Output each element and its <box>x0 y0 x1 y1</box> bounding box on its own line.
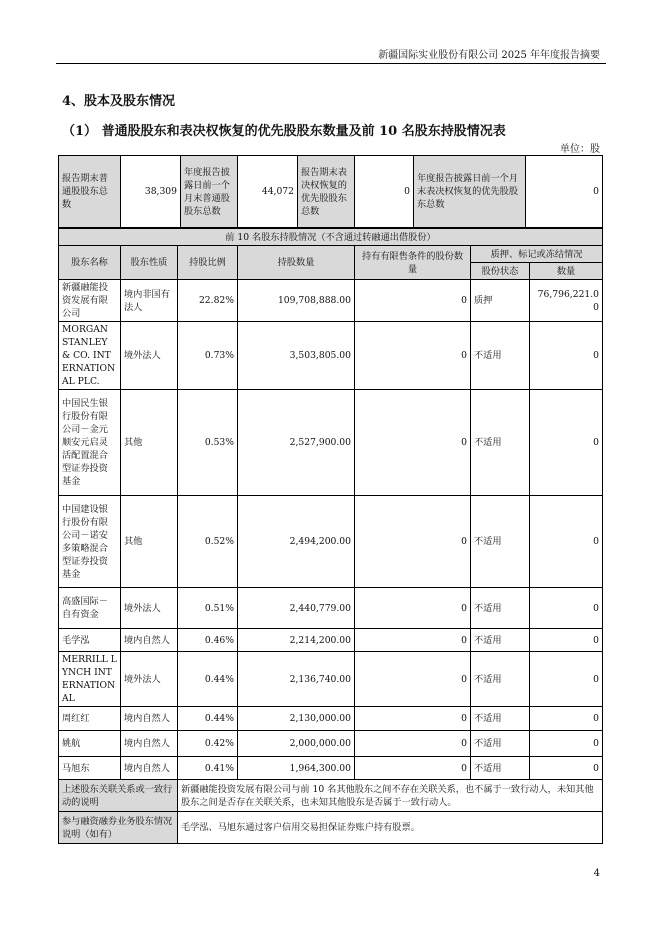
holding-ratio: 0.41% <box>178 757 238 780</box>
header-name: 股东名称 <box>59 246 121 280</box>
header-count: 持股数量 <box>238 246 355 280</box>
holding-ratio: 0.42% <box>178 731 238 757</box>
shareholder-name: 姚航 <box>59 731 121 757</box>
page-header: 新疆国际实业股份有限公司 2025 年年度报告摘要 <box>378 50 600 61</box>
table-row <box>59 588 603 629</box>
summary-value-3: 0 <box>355 156 414 228</box>
holding-ratio: 0.44% <box>178 707 238 731</box>
shareholder-name: 中国建设银行股份有限公司－诺安多策略混合型证券投资基金 <box>59 496 121 588</box>
page-number: 4 <box>593 868 600 879</box>
summary-value-2: 44,072 <box>238 156 298 228</box>
holding-count: 2,130,000.00 <box>238 707 355 731</box>
shareholder-nature: 境内自然人 <box>121 707 178 731</box>
pledge-status: 不适用 <box>471 322 530 390</box>
shareholder-nature: 境内非国有法人 <box>121 280 178 322</box>
restricted-shares: 0 <box>355 496 471 588</box>
holding-count: 3,503,805.00 <box>238 322 355 390</box>
header-pledge-count: 数量 <box>530 263 603 280</box>
pledge-status: 不适用 <box>471 629 530 652</box>
shareholder-name: 周红红 <box>59 707 121 731</box>
holding-count: 2,527,900.00 <box>238 390 355 496</box>
shareholder-nature: 其他 <box>121 390 178 496</box>
unit-label: 单位：股 <box>560 144 600 155</box>
relation-note-label: 上述股东关联关系或一致行动的说明 <box>59 780 178 812</box>
holding-ratio: 22.82% <box>178 280 238 322</box>
shareholder-nature: 其他 <box>121 496 178 588</box>
header-restricted: 持有有限售条件的股份数量 <box>355 246 471 280</box>
restricted-shares: 0 <box>355 322 471 390</box>
shareholder-name: 高盛国际－自有资金 <box>59 588 121 629</box>
pledge-status: 不适用 <box>471 496 530 588</box>
holding-count: 2,000,000.00 <box>238 731 355 757</box>
pledge-count: 0 <box>530 707 603 731</box>
table-row <box>59 322 603 390</box>
restricted-shares: 0 <box>355 629 471 652</box>
margin-note-text: 毛学泓、马旭东通过客户信用交易担保证券账户持有股票。 <box>178 812 603 844</box>
restricted-shares: 0 <box>355 731 471 757</box>
pledge-count: 0 <box>530 731 603 757</box>
shareholder-nature: 境外法人 <box>121 322 178 390</box>
section-title: 4、股本及股东情况 <box>62 94 176 109</box>
table-caption: 前 10 名股东持股情况（不含通过转融通出借股份） <box>59 229 603 246</box>
holding-ratio: 0.73% <box>178 322 238 390</box>
pledge-status: 不适用 <box>471 652 530 707</box>
shareholder-name: MERRILL LYNCH INTERNATIONAL <box>59 652 121 707</box>
pledge-count: 0 <box>530 322 603 390</box>
header-ratio: 持股比例 <box>178 246 238 280</box>
holding-count: 2,440,779.00 <box>238 588 355 629</box>
shareholder-nature: 境内自然人 <box>121 757 178 780</box>
shareholder-nature: 境内自然人 <box>121 731 178 757</box>
header-pledge-group: 质押、标记或冻结情况 <box>471 246 603 263</box>
header-divider <box>56 63 606 64</box>
summary-value-1: 38,309 <box>121 156 181 228</box>
pledge-count: 0 <box>530 390 603 496</box>
summary-value-4: 0 <box>526 156 603 228</box>
header-pledge-status: 股份状态 <box>471 263 530 280</box>
shareholder-name: 毛学泓 <box>59 629 121 652</box>
restricted-shares: 0 <box>355 588 471 629</box>
shareholder-nature: 境外法人 <box>121 588 178 629</box>
summary-label-4: 年度报告披露日前一个月末表决权恢复的优先股股东总数 <box>414 156 526 228</box>
header-nature: 股东性质 <box>121 246 178 280</box>
holding-ratio: 0.51% <box>178 588 238 629</box>
holding-count: 109,708,888.00 <box>238 280 355 322</box>
table-row <box>59 629 603 652</box>
summary-label-2: 年度报告披露日前一个月末普通股股东总数 <box>181 156 238 228</box>
restricted-shares: 0 <box>355 652 471 707</box>
pledge-status: 不适用 <box>471 588 530 629</box>
restricted-shares: 0 <box>355 707 471 731</box>
holding-count: 2,136,740.00 <box>238 652 355 707</box>
restricted-shares: 0 <box>355 757 471 780</box>
shareholder-name: 新疆融能投资发展有限公司 <box>59 280 121 322</box>
pledge-status: 不适用 <box>471 731 530 757</box>
summary-label-3: 报告期末表决权恢复的优先股股东总数 <box>298 156 355 228</box>
relation-note-text: 新疆融能投资发展有限公司与前 10 名其他股东之间不存在关联关系，也不属于一致行动人，未知其他股东之间是否存在关联关系，也未知其他股东是否属于一致行动人。 <box>178 780 603 812</box>
table-row <box>59 757 603 780</box>
pledge-count: 0 <box>530 652 603 707</box>
holding-ratio: 0.53% <box>178 390 238 496</box>
shareholder-name: 中国民生银行股份有限公司－金元顺安元启灵活配置混合型证券投资基金 <box>59 390 121 496</box>
shareholder-nature: 境内自然人 <box>121 629 178 652</box>
table-row <box>59 731 603 757</box>
pledge-count: 76,796,221.00 <box>530 280 603 322</box>
pledge-status: 不适用 <box>471 707 530 731</box>
pledge-count: 0 <box>530 629 603 652</box>
pledge-status: 不适用 <box>471 390 530 496</box>
table-row <box>59 496 603 588</box>
section-subtitle: （1） 普通股股东和表决权恢复的优先股股东数量及前 10 名股东持股情况表 <box>62 124 506 139</box>
holding-ratio: 0.44% <box>178 652 238 707</box>
table-row <box>59 707 603 731</box>
holding-ratio: 0.46% <box>178 629 238 652</box>
pledge-count: 0 <box>530 588 603 629</box>
pledge-status: 不适用 <box>471 757 530 780</box>
margin-note-label: 参与融资融券业务股东情况说明（如有） <box>59 812 178 844</box>
top10-shareholders-table <box>58 228 603 844</box>
pledge-count: 0 <box>530 757 603 780</box>
pledge-status: 质押 <box>471 280 530 322</box>
table-row <box>59 390 603 496</box>
shareholder-count-table <box>58 155 603 228</box>
restricted-shares: 0 <box>355 390 471 496</box>
shareholder-name: MORGAN STANLEY & CO. INTERNATIONAL PLC. <box>59 322 121 390</box>
table-row <box>59 652 603 707</box>
pledge-count: 0 <box>530 496 603 588</box>
table-row <box>59 280 603 322</box>
shareholder-name: 马旭东 <box>59 757 121 780</box>
holding-count: 2,214,200.00 <box>238 629 355 652</box>
shareholder-nature: 境外法人 <box>121 652 178 707</box>
restricted-shares: 0 <box>355 280 471 322</box>
holding-count: 2,494,200.00 <box>238 496 355 588</box>
summary-label-1: 报告期末普通股股东总数 <box>59 156 121 228</box>
holding-ratio: 0.52% <box>178 496 238 588</box>
holding-count: 1,964,300.00 <box>238 757 355 780</box>
